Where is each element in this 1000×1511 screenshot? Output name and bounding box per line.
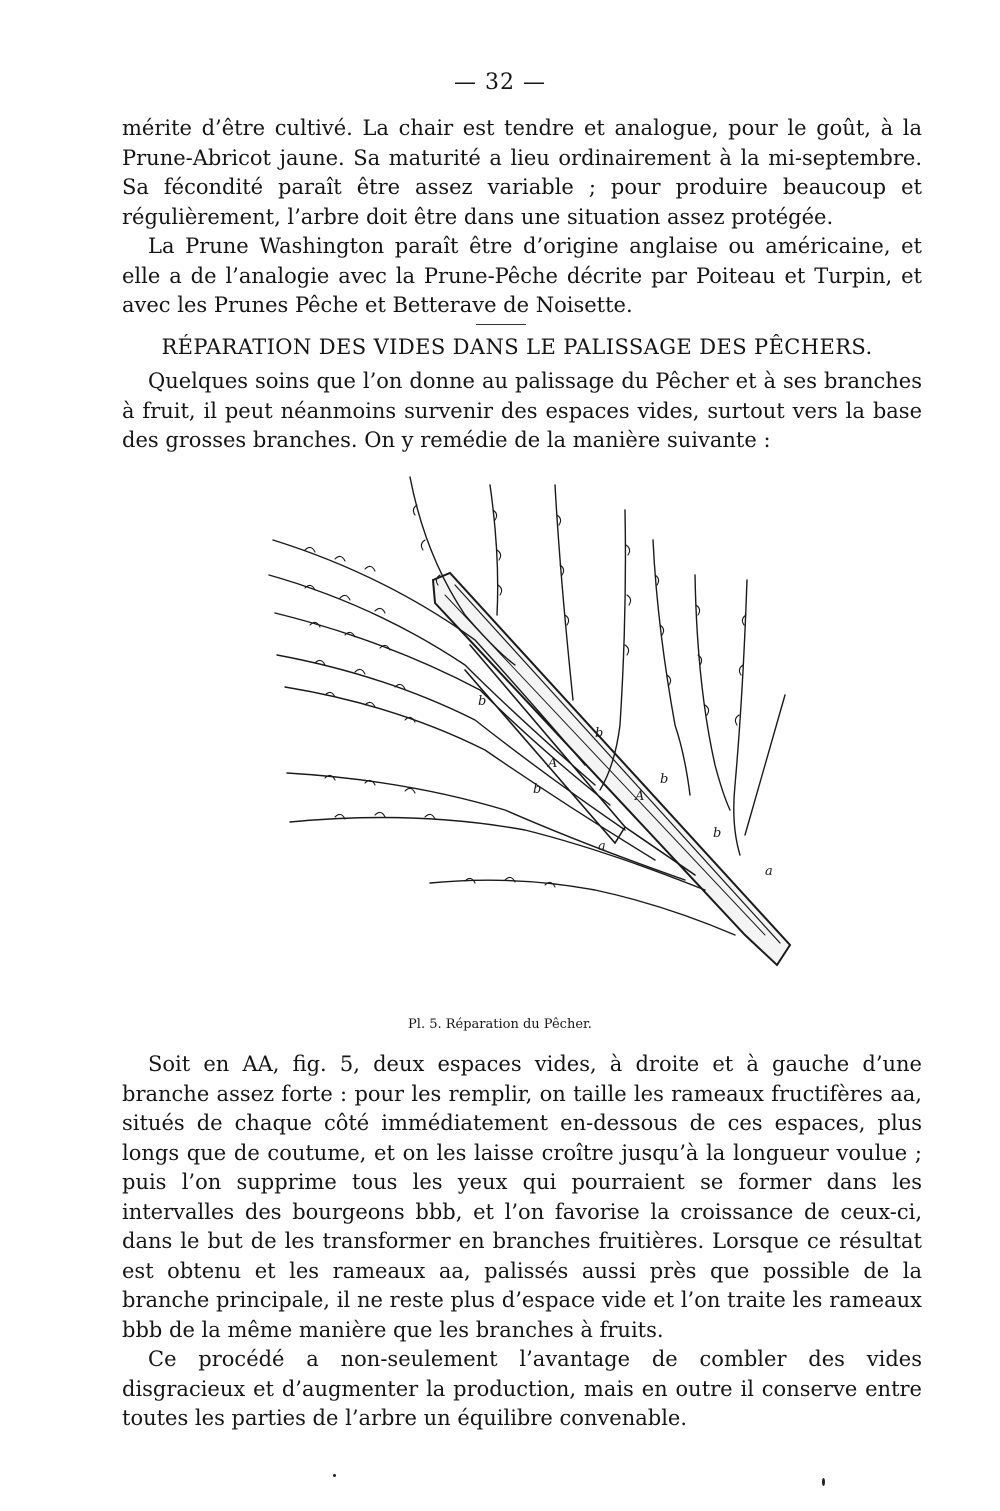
paragraph-continuation: mérite d’être cultivé. La chair est tendre et analogue, pour le goût, à la Prune-Abricot jaune. Sa maturité a lieu ordinairement à la mi-septembre. Sa fécondité paraît être assez variable ; pour produire beaucoup et régulièrement, l’arbre doit être dans une situation assez protégée. [122,116,922,229]
label-a-right: a [765,864,773,879]
label-b1: b [478,694,487,709]
paragraph-conclusion: Ce procédé a non-seulement l’avantage de combler des vides disgracieux et d’augmenter la production, mais en outre il conserve entre toutes les parties de l’arbre un équilibre convenable. [122,1347,922,1430]
label-b4: b [660,772,669,787]
top-text-block [122,114,922,321]
bottom-text-block [122,1050,922,1434]
section-heading: RÉPARATION DES VIDES DANS LE PALISSAGE DES PÊCHERS. [161,335,873,359]
label-b3: b [595,726,604,741]
label-b2: b [533,782,542,797]
left-shoots [269,540,735,935]
paragraph-intro: Quelques soins que l’on donne au palissage du Pêcher et à ses branches à fruit, il peut néanmoins survenir des espaces vides, surtout vers la base des grosses branches. On y remédie de la manière suivante : [122,369,922,452]
peach-branch-illustration [265,465,810,1010]
page-number: — 32 — [454,70,546,95]
print-speck [333,1474,336,1477]
intro-text-block [122,367,922,456]
label-A-right: A [635,789,645,804]
print-speck [822,1478,825,1486]
figure-caption: Pl. 5. Réparation du Pêcher. [408,1017,592,1032]
label-A-left: A [548,756,558,771]
paragraph-method: Soit en AA, fig. 5, deux espaces vides, à droite et à gauche d’une branche assez forte : pour les remplir, on taille les rameaux fructifères aa, situés de chaque côté immédiatement en-dessous de ces espaces, plus longs que de coutume, et on les laisse croître jusqu’à la longueur voulue ; puis l’on supprime tous les yeux qui pourraient se former dans les intervalles des bourgeons bbb, et l’on favorise la croissance de ceux-ci, dans le but de les transformer en branches fruitières. Lorsque ce résultat est obtenu et les rameaux aa, palissés aussi près que possible de la branche principale, il ne reste plus d’espace vide et l’on traite les rameaux bbb de la même manière que les branches à fruits. [122,1052,922,1342]
section-divider [476,324,526,325]
label-a-left: a [598,839,606,854]
label-b5: b [713,826,722,841]
paragraph-washington: La Prune Washington paraît être d’origine anglaise ou américaine, et elle a de l’analogie avec la Prune-Pêche décrite par Poiteau et Turpin, et avec les Prunes Pêche et Betterave de Noisette. [122,234,922,317]
